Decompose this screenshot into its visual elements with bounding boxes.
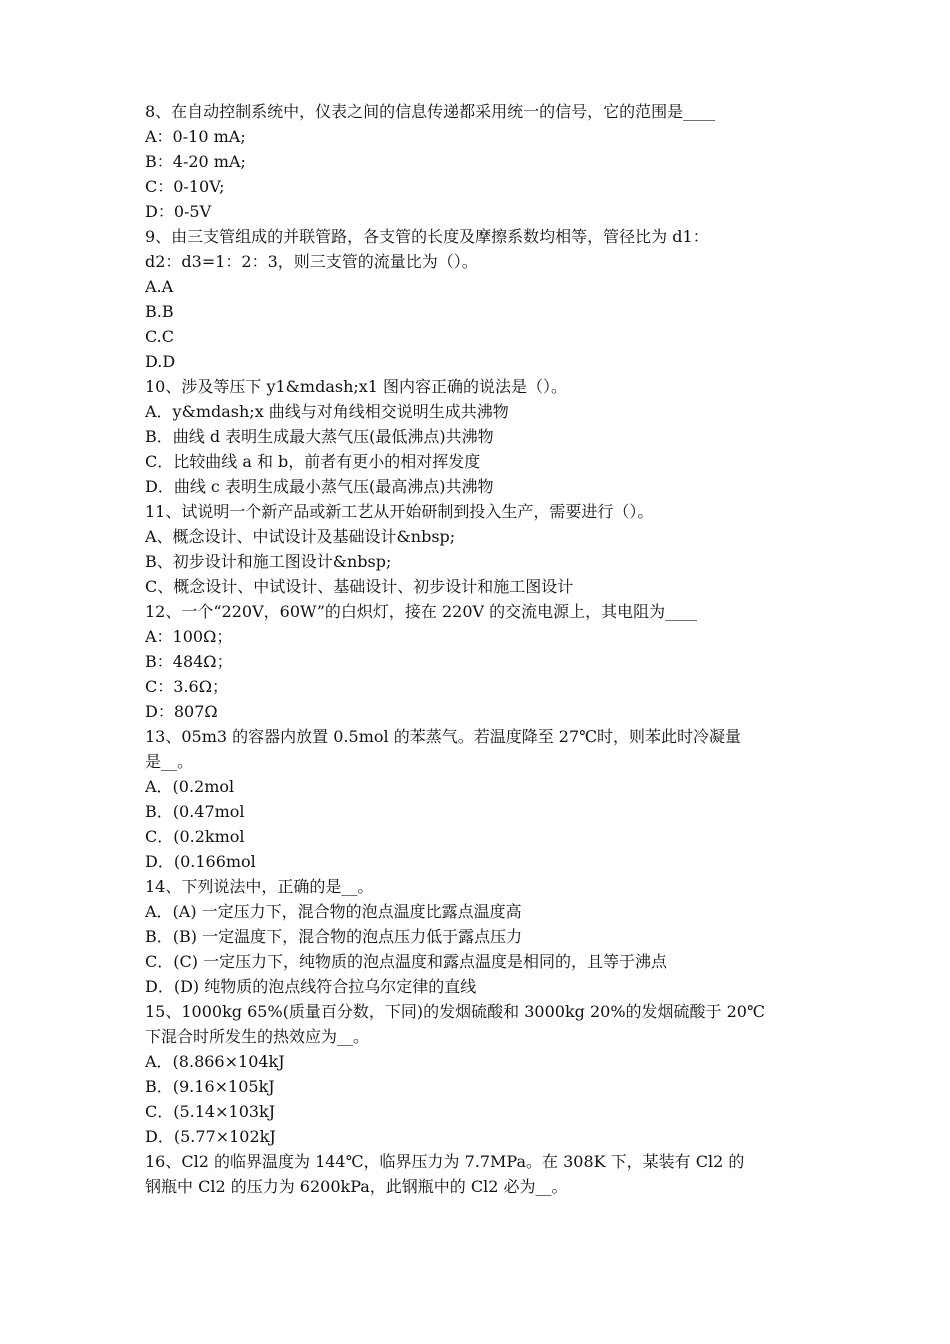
text-line: D：807Ω: [145, 702, 218, 721]
text-line: 12、一个“220V，60W”的白炽灯，接在 220V 的交流电源上，其电阻为____: [145, 602, 698, 621]
text-line: 9、由三支管组成的并联管路，各支管的长度及摩擦系数均相等，管径比为 d1：: [145, 227, 709, 246]
text-line: B．(9.16×105kJ: [145, 1077, 275, 1096]
text-line: B．(0.47mol: [145, 802, 245, 821]
text-line: D．曲线 c 表明生成最小蒸气压(最高沸点)共沸物: [145, 477, 494, 496]
text-line: B：484Ω；: [145, 652, 233, 671]
text-line: 14、下列说法中，正确的是__。: [145, 877, 374, 896]
text-line: A、概念设计、中试设计及基础设计&nbsp;: [145, 527, 456, 546]
text-line: A．(8.866×104kJ: [145, 1052, 285, 1071]
document-page: [145, 99, 815, 1199]
text-line: 16、Cl2 的临界温度为 144℃，临界压力为 7.7MPa。在 308K 下，某装有 Cl2 的: [145, 1152, 745, 1171]
text-line: D.D: [145, 352, 176, 371]
text-line: 是__。: [145, 752, 194, 771]
text-line: 10、涉及等压下 y1&mdash;x1 图内容正确的说法是（）。: [145, 377, 568, 396]
text-line: C：3.6Ω；: [145, 677, 228, 696]
text-line: 下混合时所发生的热效应为__。: [145, 1027, 370, 1046]
text-line: D．(D) 纯物质的泡点线符合拉乌尔定律的直线: [145, 977, 477, 996]
text-line: C.C: [145, 327, 174, 346]
text-line: C．比较曲线 a 和 b，前者有更小的相对挥发度: [145, 452, 481, 471]
text-line: B：4-20 mA;: [145, 152, 246, 171]
text-line: A.A: [145, 277, 174, 296]
text-line: D．(0.166mol: [145, 852, 256, 871]
text-line: C．(C) 一定压力下，纯物质的泡点温度和露点温度是相同的，且等于沸点: [145, 952, 668, 971]
text-line: D：0-5V: [145, 202, 212, 221]
text-line: A．(0.2mol: [145, 777, 235, 796]
text-line: C．(0.2kmol: [145, 827, 245, 846]
text-line: 11、试说明一个新产品或新工艺从开始研制到投入生产，需要进行（）。: [145, 502, 654, 521]
text-line: A：0-10 mA;: [145, 127, 246, 146]
text-line: 钢瓶中 Cl2 的压力为 6200kPa，此钢瓶中的 Cl2 必为__。: [145, 1177, 568, 1196]
text-line: B．曲线 d 表明生成最大蒸气压(最低沸点)共沸物: [145, 427, 494, 446]
text-line: 13、05m3 的容器内放置 0.5mol 的苯蒸气。若温度降至 27℃时，则苯此时冷凝量: [145, 727, 742, 746]
text-line: D．(5.77×102kJ: [145, 1127, 276, 1146]
text-line: C：0-10V;: [145, 177, 225, 196]
text-line: C．(5.14×103kJ: [145, 1102, 276, 1121]
text-line: B、初步设计和施工图设计&nbsp;: [145, 552, 392, 571]
text-line: B．(B) 一定温度下，混合物的泡点压力低于露点压力: [145, 927, 523, 946]
text-line: 8、在自动控制系统中，仪表之间的信息传递都采用统一的信号，它的范围是____: [145, 102, 716, 121]
text-line: A．y&mdash;x 曲线与对角线相交说明生成共沸物: [145, 402, 509, 421]
text-line: 15、1000kg 65%(质量百分数，下同)的发烟硫酸和 3000kg 20%的发烟硫酸于 20℃: [145, 1002, 765, 1021]
text-line: A：100Ω；: [145, 627, 233, 646]
text-line: B.B: [145, 302, 174, 321]
text-line: A．(A) 一定压力下，混合物的泡点温度比露点温度高: [145, 902, 522, 921]
text-line: C、概念设计、中试设计、基础设计、初步设计和施工图设计: [145, 577, 574, 596]
text-line: d2：d3=1：2：3，则三支管的流量比为（）。: [145, 252, 478, 271]
